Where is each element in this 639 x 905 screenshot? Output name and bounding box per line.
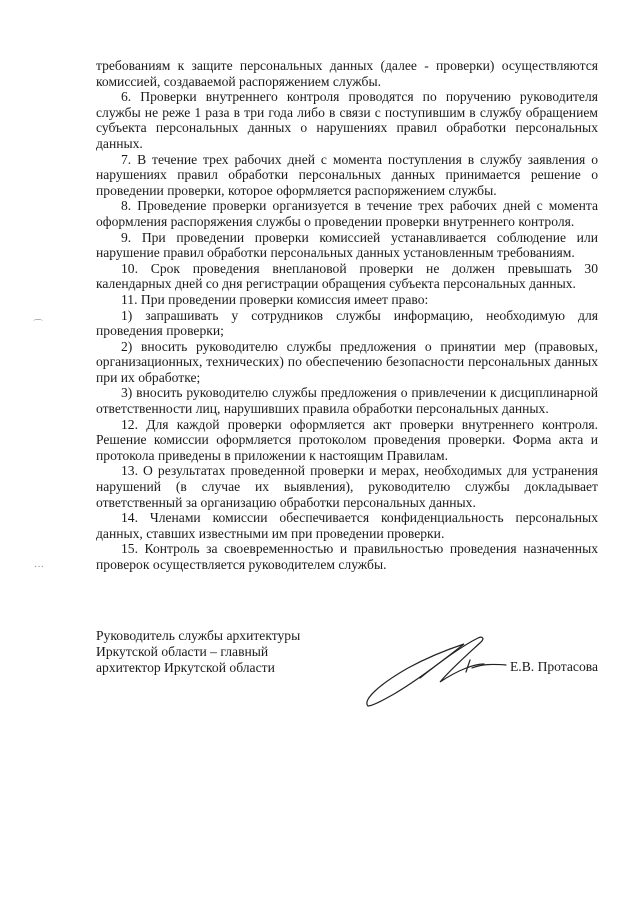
- paragraph-continuation: требованиям к защите персональных данных (далее - проверки) осуществляются комиссией, создаваемой распоряжением службы.: [96, 58, 598, 89]
- position-line-1: Руководитель службы архитектуры: [96, 628, 301, 643]
- list-item-3: 3) вносить руководителю службы предложения о привлечении к дисциплинарной ответственности лиц, нарушивших правила обработки персональных данных.: [96, 385, 598, 417]
- list-item-1: 1) запрашивать у сотрудников службы информацию, необходимую для проведения проверки;: [96, 307, 598, 339]
- paragraph-11: 11. При проведении проверки комиссия имеет право:: [121, 291, 429, 307]
- paragraph-15: 15. Контроль за своевременностью и правильностью проведения назначенных проверок осуществляется руководителем службы.: [96, 541, 598, 572]
- paragraph-7: 7. В течение трех рабочих дней с момента поступления в службу заявления о нарушениях правил обработки персональных данных принимается решение о проведении проверки, которое оформляется распоряжением службы.: [96, 151, 598, 198]
- paragraph-6: 6. Проверки внутреннего контроля проводятся по поручению руководителя службы не реже 1 раза в три года либо в связи с поступившим в службу обращением субъекта персональных данных о нарушениях правил обработки персональных данных.: [96, 89, 598, 151]
- signatory-position: [96, 628, 326, 675]
- paragraph-14: 14. Членами комиссии обеспечивается конфиденциальность персональных данных, ставших известными им при проведении проверки.: [96, 510, 598, 541]
- signatory-name: Е.В. Протасова: [510, 659, 599, 674]
- margin-mark: ⌒: [33, 320, 43, 331]
- paragraph-9: 9. При проведении проверки комиссией устанавливается соблюдение или нарушение правил обработки персональных данных установленным требованиям.: [96, 229, 598, 261]
- document-body: [96, 58, 598, 573]
- paragraph-10: 10. Срок проведения внеплановой проверки не должен превышать 30 календарных дней со дня регистрации обращения субъекта персональных данных.: [96, 260, 598, 292]
- paragraph-13: 13. О результатах проведенной проверки и мерах, необходимых для устранения нарушений (в случае их выявления), руководителю службы докладывает ответственный за организацию обработки персональных данных.: [96, 463, 598, 510]
- position-line-3: архитектор Иркутской области: [96, 659, 275, 675]
- paragraph-12: 12. Для каждой проверки оформляется акт проверки внутреннего контроля. Решение комиссии оформляется протоколом проведения проверки. Форма акта и протокола приведены в приложении к настоящим Правилам.: [96, 416, 598, 463]
- handwritten-signature: [360, 624, 510, 714]
- list-item-2: 2) вносить руководителю службы предложения о принятии мер (правовых, организационных, технических) по обеспечению безопасности персональных данных при их обработке;: [96, 338, 598, 385]
- position-line-2: Иркутской области – главный: [96, 643, 269, 659]
- paragraph-8: 8. Проведение проверки организуется в течение трех рабочих дней с момента оформления распоряжения службы о проведении проверки внутреннего контроля.: [96, 198, 598, 229]
- margin-dots: ···: [34, 562, 44, 573]
